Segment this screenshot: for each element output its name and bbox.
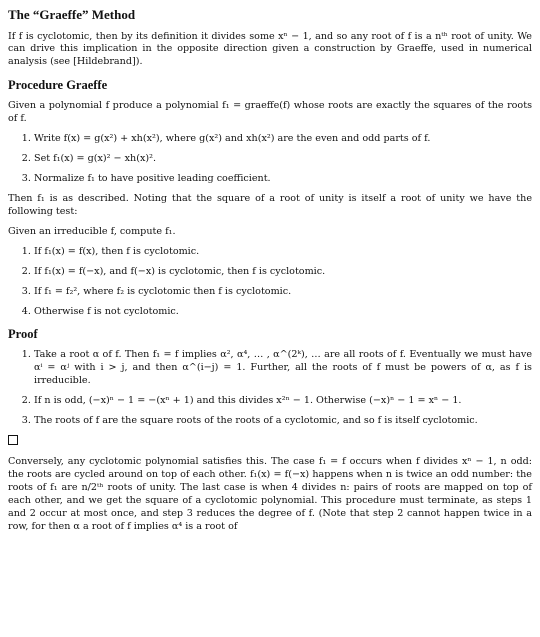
- section-title: The “Graeffe” Method: [8, 7, 136, 22]
- proof-step: 2. If n is odd, (−x)ⁿ − 1 = −(xⁿ + 1) and this divides x²ⁿ − 1. Otherwise (−x)ⁿ − 1 = xⁿ − 1.: [34, 395, 532, 408]
- proof-steps-list: [8, 349, 532, 428]
- proof-heading: Proof: [8, 327, 38, 342]
- procedure-step: 1. Write f(x) = g(x²) + xh(x²), where g(x²) and xh(x²) are the even and odd parts of f.: [34, 133, 532, 146]
- after-procedure-paragraph: Then f₁ is as described. Noting that the square of a root of unity is itself a root of unity we have the following test:: [8, 192, 532, 217]
- procedure-heading: Procedure Graeffe: [8, 78, 108, 93]
- test-step: 3. If f₁ = f₂², where f₂ is cyclotomic then f is cyclotomic.: [34, 286, 532, 299]
- qed-box: [8, 435, 18, 445]
- test-steps-list: [8, 246, 532, 319]
- proof-step: 3. The roots of f are the square roots of the roots of a cyclotomic, and so f is itself cyclotomic.: [34, 415, 532, 428]
- procedure-step: 3. Normalize f₁ to have positive leading coefficient.: [34, 173, 532, 186]
- procedure-intro: Given a polynomial f produce a polynomial f₁ = graeffe(f) whose roots are exactly the squares of the roots of f.: [8, 100, 532, 125]
- procedure-step: 2. Set f₁(x) = g(x)² − xh(x)².: [34, 153, 532, 166]
- conversely-paragraph: Conversely, any cyclotomic polynomial satisfies this. The case f₁ = f occurs when f divides xⁿ − 1, n odd: the roots are cycled around on top of each other. f₁(x) = f(−x) happens when n is twice an odd number: the roots of f₁ are n/2ᵗʰ roots of unity. The last case is when 4 divides n: pairs of roots are mapped on top of each other, and we get the square of a cyclotomic polynomial. This procedure must terminate, as steps 1 and 2 occur at most once, and step 3 reduces the degree of f. (Note that step 2 cannot happen twice in a row, for then α a root of f implies α⁴ is a root of: [8, 455, 532, 532]
- test-intro: Given an irreducible f, compute f₁.: [8, 225, 176, 237]
- intro-paragraph: If f is cyclotomic, then by its definition it divides some xⁿ − 1, and so any root of f is a nᵗʰ root of unity. We can drive this implication in the opposite direction given a construction by Graeffe, used in numerical analysis (see [Hildebrand]).: [8, 30, 532, 68]
- proof-step: 1. Take a root α of f. Then f₁ = f implies α², α⁴, … , α^(2ᵏ), … are all roots of f. Eventually we must have αⁱ = αʲ with i > j, and then α^(i−j) = 1. Further, all the roots of f must be powers of α, as f is irreducible.: [34, 349, 532, 388]
- test-step: 2. If f₁(x) = f(−x), and f(−x) is cyclotomic, then f is cyclotomic.: [34, 266, 532, 279]
- test-step: 1. If f₁(x) = f(x), then f is cyclotomic.: [34, 246, 532, 259]
- test-step: 4. Otherwise f is not cyclotomic.: [34, 306, 532, 319]
- procedure-steps-list: [8, 133, 532, 186]
